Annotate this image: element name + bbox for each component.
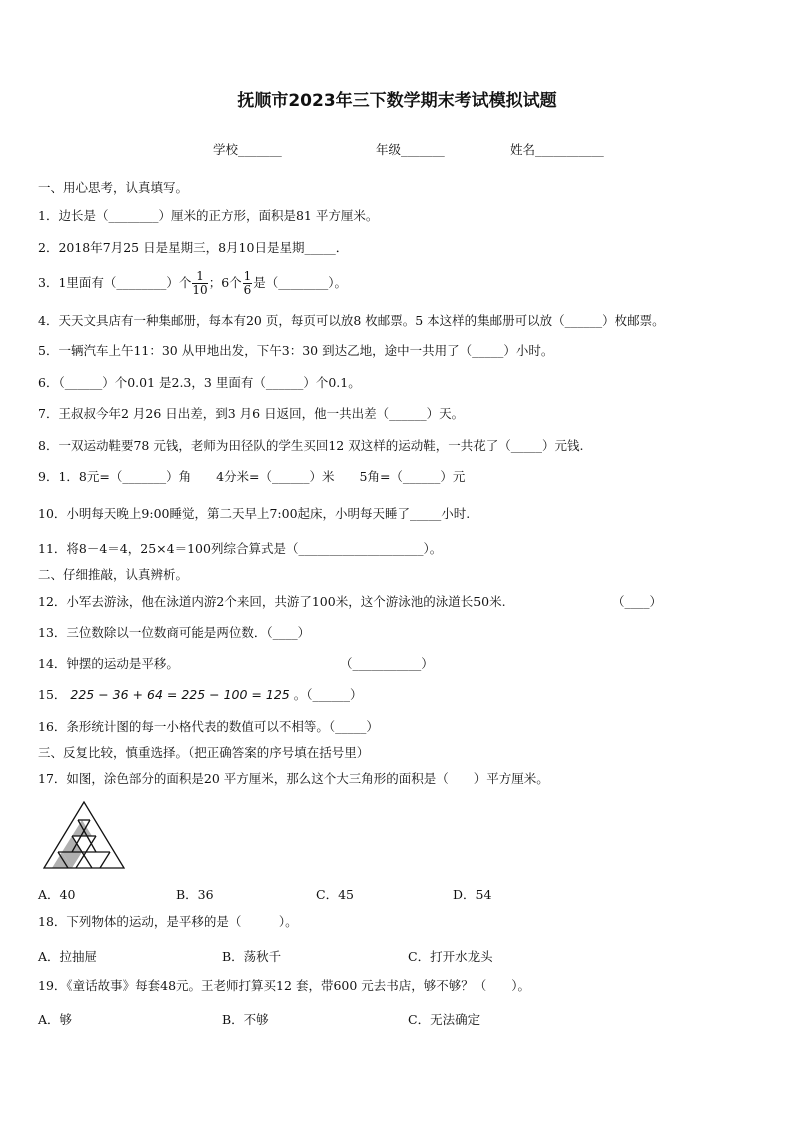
section-heading: 一、用心思考，认真填写。 [38, 180, 189, 195]
question-16: 16．条形统计图的每一小格代表的数值可以不相等。（_____） [38, 719, 379, 734]
math-expression: 225 − 36 + 64 = 225 − 100 = 125 [70, 687, 290, 702]
question-2: 2．2018年7月25 日是星期三，8月10日是星期_____． [38, 240, 349, 255]
question-3-part-c: 是（________）。 [253, 275, 348, 290]
option-a[interactable]: A．够 [38, 1012, 73, 1027]
question-15 [38, 687, 363, 703]
question-7: 7．王叔叔今年2 月26 日出差，到3 月6 日返回，他一共出差（______）天。 [38, 406, 465, 421]
question-3-part-b: ；6个 [208, 275, 242, 290]
fraction-denominator: 6 [243, 283, 252, 297]
option-b[interactable]: B．荡秋千 [222, 949, 282, 964]
answer-blank[interactable]: （____） [612, 594, 663, 609]
fraction-denominator: 10 [192, 283, 208, 297]
question-14: 14．钟摆的运动是平移。 [38, 656, 179, 671]
option-b[interactable]: B．36 [176, 887, 214, 902]
school-field[interactable]: 学校_______ [213, 142, 282, 157]
question-9: 9．1．8元=（_______）角 4分米=（______）米 5角=（______）元 [38, 469, 466, 484]
question-6: 6．（______）个0.01 是2.3，3 里面有（______）个0.1。 [38, 375, 361, 390]
question-3 [38, 268, 347, 298]
question-5: 5．一辆汽车上午11：30 从甲地出发，下午3：30 到达乙地，途中一共用了（_____）小时。 [38, 343, 554, 358]
question-10: 10．小明每天晚上9:00睡觉，第二天早上7:00起床，小明每天睡了_____小时. [38, 506, 471, 521]
grade-field[interactable]: 年级_______ [376, 142, 445, 157]
question-3-part-a: 3．1里面有（________）个 [38, 275, 192, 290]
question-13: 13．三位数除以一位数商可能是两位数．（____） [38, 625, 311, 640]
question-11: 11．将8－4＝4，25×4＝100列综合算式是（____________________）。 [38, 541, 443, 556]
question-15-number: 15． [38, 687, 67, 702]
option-a[interactable]: A．拉抽屉 [38, 949, 98, 964]
question-19: 19．《童话故事》每套48元。王老师打算买12 套，带600 元去书店，够不够？（ ）。 [38, 978, 531, 993]
option-d[interactable]: D．54 [453, 887, 492, 902]
page-title: 抚顺市2023年三下数学期末考试模拟试题 [237, 91, 557, 111]
grid-line [100, 852, 110, 868]
name-field[interactable]: 姓名___________ [510, 142, 604, 157]
question-17: 17．如图，涂色部分的面积是20 平方厘米，那么这个大三角形的面积是（ ）平方厘米。 [38, 771, 549, 786]
fraction-numerator: 1 [192, 270, 207, 284]
triangle-figure [42, 800, 126, 870]
fraction-numerator: 1 [243, 269, 252, 283]
question-15-answer: 。（______） [293, 687, 363, 702]
question-8: 8．一双运动鞋要78 元钱，老师为田径队的学生买回12 双这样的运动鞋，一共花了（_____）元钱. [38, 438, 584, 453]
option-b[interactable]: B．不够 [222, 1012, 269, 1027]
fraction-one-tenth [192, 270, 207, 297]
section-heading: 二、仔细推敲，认真辨析。 [38, 567, 189, 582]
option-a[interactable]: A．40 [38, 887, 76, 902]
option-c[interactable]: C．45 [316, 887, 354, 902]
question-4: 4．天天文具店有一种集邮册，每本有20 页，每页可以放8 枚邮票。5 本这样的集邮册可以放（______）枚邮票。 [38, 313, 665, 328]
question-18: 18．下列物体的运动，是平移的是（ ）。 [38, 914, 298, 929]
question-12: 12．小军去游泳，他在泳道内游2个来回，共游了100米，这个游泳池的泳道长50米. [38, 594, 506, 609]
answer-blank[interactable]: （___________） [340, 656, 434, 671]
section-heading: 三、反复比较，慎重选择。（把正确答案的序号填在括号里） [38, 745, 370, 760]
option-c[interactable]: C．打开水龙头 [408, 949, 493, 964]
fraction-one-sixth [243, 270, 253, 297]
question-1: 1．边长是（________）厘米的正方形，面积是81 平方厘米。 [38, 208, 379, 223]
option-c[interactable]: C．无法确定 [408, 1012, 481, 1027]
